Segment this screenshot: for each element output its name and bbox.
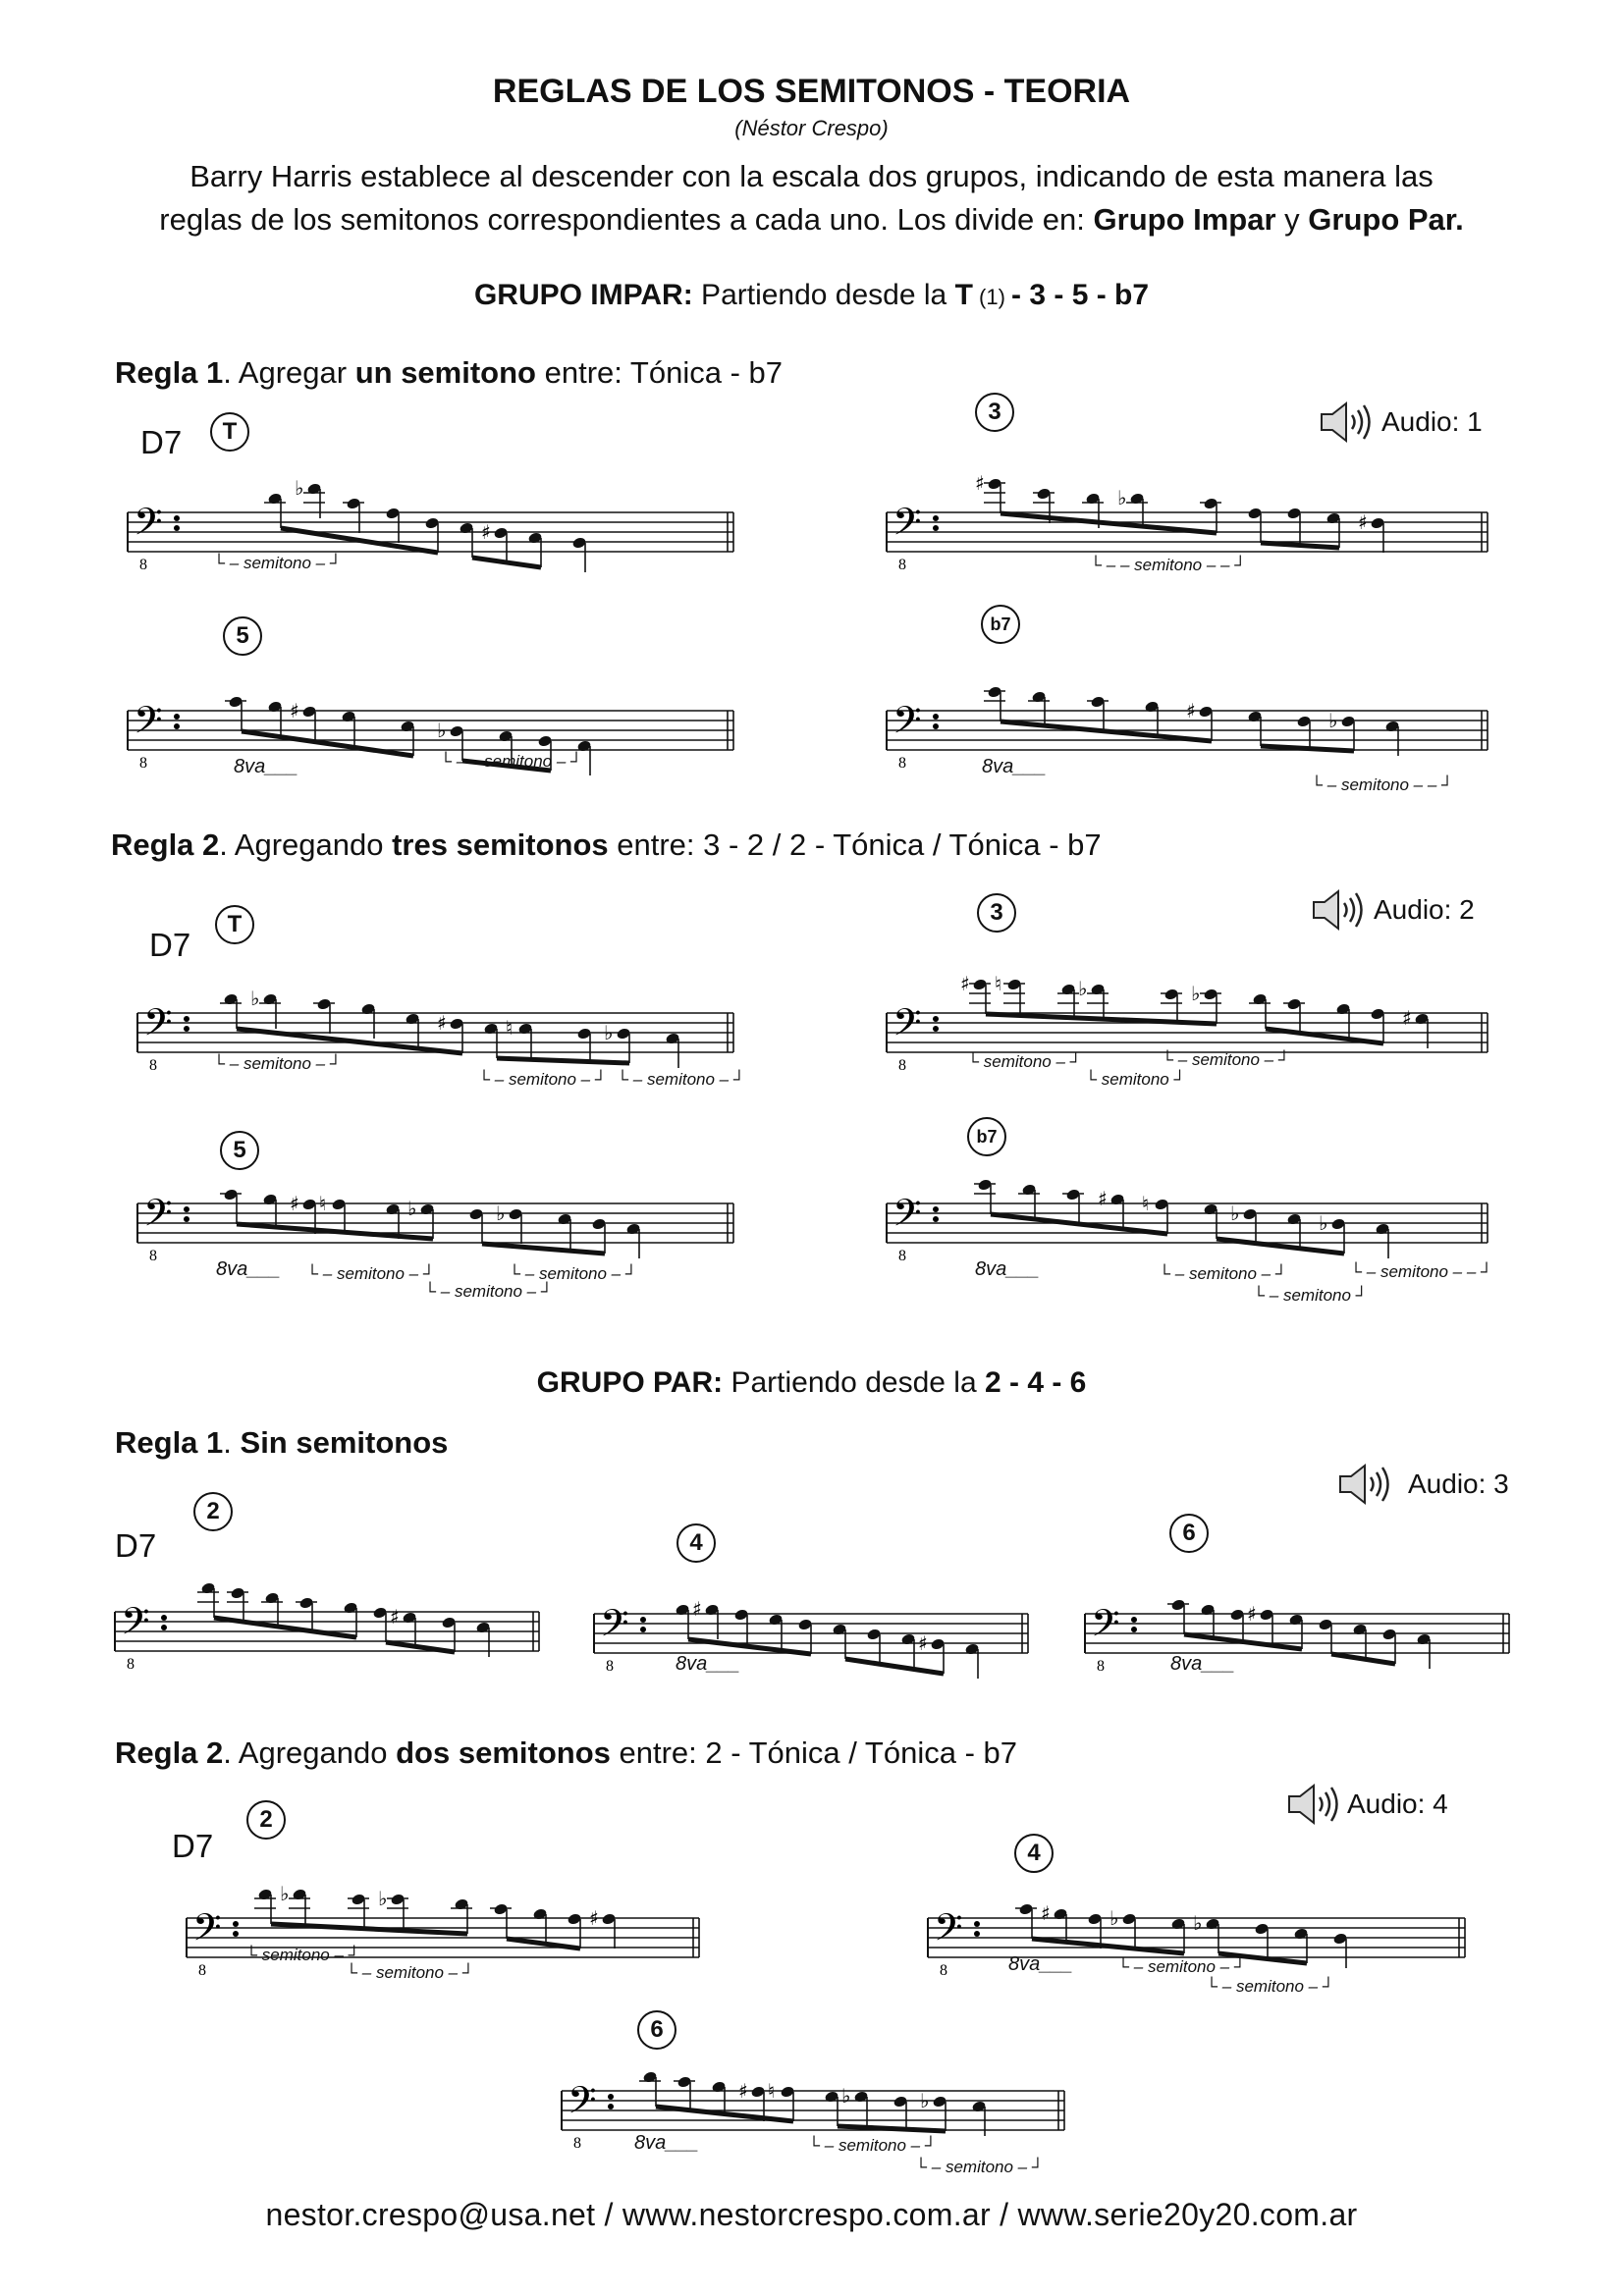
flat-icon: ♭ [437, 719, 447, 742]
par-regla1-prefix: Regla 1 [115, 1425, 224, 1460]
sharp-icon: ♯ [437, 1011, 447, 1035]
degree-3-badge: 3 [975, 393, 1014, 432]
clef-dot [1131, 1627, 1137, 1632]
semitono-bracket: └ – semitono – ┘ [617, 1070, 745, 1089]
semitono-bracket: └ – semitono – ┘ [213, 1054, 342, 1073]
audio-label: Audio: 2 [1374, 894, 1475, 925]
clef-octave-mark: 8 [898, 557, 906, 573]
clef-dot [184, 1216, 189, 1222]
semitono-bracket: └ – semitono – ┘ [478, 1070, 607, 1089]
bass-clef-icon: 𝄢 [121, 1599, 150, 1652]
intro-y: y [1275, 202, 1309, 237]
music-staff [137, 1162, 741, 1270]
natural-icon: ♮ [995, 972, 1002, 995]
semitono-bracket: └ – semitono – ┘ [1159, 1264, 1287, 1283]
semitono-label: semitono [454, 1282, 522, 1301]
note-beam [1032, 1939, 1184, 1953]
ottava-marking: 8va___ [676, 1653, 740, 1675]
sharp-icon: ♯ [290, 699, 299, 722]
clef-octave-mark: 8 [149, 1248, 157, 1264]
clef-dot [184, 1026, 189, 1032]
audio-3-button[interactable] [1337, 1463, 1509, 1511]
semitono-label: semitono [243, 554, 311, 572]
flat-icon: ♭ [496, 1201, 506, 1225]
note-beam [845, 1659, 944, 1674]
sharp-icon: ♯ [960, 972, 970, 995]
ottava-marking: 8va___ [1008, 1953, 1073, 1975]
degree-6-badge: 6 [637, 2010, 676, 2050]
sharp-icon: ♯ [918, 1631, 928, 1655]
intro-line-2: reglas de los semitonos correspondientes a cada uno. Los divide en: [159, 202, 1094, 237]
impar-regla2-tail: entre: 3 - 2 / 2 - Tónica / Tónica - b7 [608, 828, 1102, 862]
intro-paragraph [0, 155, 1623, 241]
grupo-impar-one: (1) [972, 285, 1012, 309]
clef-dot [933, 1206, 939, 1212]
degree-5-badge: 5 [223, 616, 262, 656]
semitono-label: semitono [1147, 1957, 1216, 1976]
chord-symbol: D7 [140, 424, 183, 460]
grupo-par-term: Grupo Par. [1308, 202, 1464, 237]
clef-octave-mark: 8 [198, 1962, 206, 1979]
note-beam [237, 1224, 433, 1239]
flat-icon: ♭ [1117, 486, 1127, 509]
degree-b7-badge: b7 [967, 1117, 1006, 1156]
chord-symbol: D7 [172, 1828, 214, 1864]
bass-clef-icon: 𝄢 [893, 698, 922, 751]
sharp-icon: ♯ [1186, 699, 1196, 722]
semitono-bracket: └ – semitono – ┘ [346, 1963, 474, 1982]
sharp-icon: ♯ [1041, 1901, 1051, 1925]
clef-dot [184, 1206, 189, 1212]
semitono-label: semitono [243, 1054, 311, 1073]
semitono-label: semitono [1188, 1264, 1257, 1283]
degree-4-badge: 4 [676, 1523, 716, 1563]
degree-tonic-badge: T [215, 905, 254, 944]
note-beam [688, 1639, 811, 1654]
par-regla1-heading [115, 1425, 448, 1461]
semitono-bracket: └ – semitono – ┘ [306, 1264, 435, 1283]
flat-icon: ♭ [1319, 1211, 1328, 1235]
flat-icon: ♭ [604, 1021, 614, 1044]
semitono-bracket: └ semitono – ┘ [967, 1052, 1082, 1071]
clef-dot [1131, 1617, 1137, 1623]
impar-regla2-heading [111, 828, 1102, 863]
note-beam [1266, 1029, 1383, 1043]
bass-clef-icon: 𝄢 [1091, 1601, 1120, 1654]
natural-icon: ♮ [506, 1016, 514, 1040]
sharp-icon: ♯ [481, 520, 491, 544]
semitono-label: semitono [983, 1052, 1052, 1071]
par-regla2-heading [115, 1735, 1017, 1771]
speaker-icon [1337, 1463, 1396, 1506]
degree-tonic-badge: T [210, 412, 249, 452]
note-beam [1217, 1239, 1344, 1254]
natural-icon: ♮ [319, 1192, 327, 1215]
semitono-bracket: └ – – semitono – – ┘ [1090, 556, 1247, 574]
bass-clef-icon: 𝄢 [134, 500, 163, 553]
par-regla1-bold: Sin semitonos [240, 1425, 449, 1460]
ottava-label: 8va [234, 756, 266, 777]
semitono-label: semitono [1340, 775, 1409, 794]
bass-clef-icon: 𝄢 [934, 1905, 963, 1958]
semitono-label: semitono [375, 1963, 444, 1982]
chord-symbol: D7 [149, 927, 191, 963]
sharp-icon: ♯ [390, 1605, 400, 1629]
bass-clef-icon: 𝄢 [893, 1000, 922, 1053]
semitono-label: semitono [538, 1264, 607, 1283]
degree-2-badge: 2 [193, 1492, 233, 1531]
semitono-label: semitono [261, 1946, 330, 1964]
semitono-label: semitono [1282, 1286, 1351, 1305]
clef-dot [640, 1617, 646, 1623]
semitono-bracket: └ – semitono – ┘ [424, 1282, 553, 1301]
speaker-icon [1286, 1783, 1345, 1826]
degree-5-badge: 5 [220, 1131, 259, 1170]
sharp-icon: ♯ [1247, 1602, 1257, 1626]
clef-dot [933, 1216, 939, 1222]
semitono-label: semitono [508, 1070, 576, 1089]
flat-icon: ♭ [1328, 709, 1338, 732]
clef-dot [640, 1627, 646, 1632]
sharp-icon: ♯ [692, 1597, 702, 1621]
semitono-label: semitono [1134, 556, 1203, 574]
clef-dot [933, 1016, 939, 1022]
music-staff [887, 669, 1495, 777]
impar-regla2-mid: . Agregando [219, 828, 393, 862]
semitono-label: semitono [838, 2136, 906, 2155]
bass-clef-icon: 𝄢 [134, 698, 163, 751]
clef-octave-mark: 8 [606, 1658, 614, 1675]
clef-dot [184, 1016, 189, 1022]
music-staff [594, 1573, 1036, 1675]
note-beam [497, 1058, 629, 1063]
audio-label: Audio: 1 [1381, 406, 1483, 437]
chord-symbol: D7 [115, 1527, 157, 1564]
clef-octave-mark: 8 [573, 2135, 581, 2152]
semitono-label: semitono [1235, 1977, 1304, 1996]
audio-1-button[interactable] [1319, 400, 1483, 449]
bass-clef-icon: 𝄢 [893, 500, 922, 553]
flat-icon: ♭ [295, 476, 304, 500]
audio-label: Audio: 3 [1408, 1468, 1509, 1499]
ottava-marking: 8va___ [1170, 1653, 1235, 1675]
degree-b7-badge: b7 [981, 605, 1020, 644]
note-beam [1261, 543, 1339, 548]
clef-dot [974, 1931, 980, 1937]
clef-dot [233, 1921, 239, 1927]
flat-icon: ♭ [1078, 977, 1088, 1000]
ottava-marking: 8va___ [216, 1258, 281, 1280]
impar-regla1-mid: . Agregar [223, 355, 355, 390]
natural-icon: ♮ [768, 2079, 776, 2103]
note-beam [482, 1244, 605, 1254]
bass-clef-icon: 𝄢 [192, 1905, 222, 1958]
note-beam [1001, 513, 1217, 533]
ottava-label: 8va [975, 1258, 1007, 1280]
clef-octave-mark: 8 [139, 557, 147, 573]
semitono-label: semitono [1191, 1050, 1260, 1069]
clef-dot [933, 714, 939, 720]
ottava-label: 8va [634, 2132, 667, 2154]
author: (Néstor Crespo) [734, 116, 889, 140]
clef-octave-mark: 8 [940, 1962, 947, 1979]
flat-icon: ♭ [407, 1197, 417, 1220]
grupo-impar-t: T [954, 279, 973, 311]
semitono-bracket: └ – semitono – ┘ [1162, 1050, 1290, 1069]
grupo-impar-label: GRUPO IMPAR: [473, 279, 693, 311]
clef-dot [933, 525, 939, 531]
ottava-label: 8va [982, 756, 1014, 777]
semitono-bracket: └ – semitono ┘ [1253, 1286, 1368, 1305]
clef-octave-mark: 8 [898, 1248, 906, 1264]
ottava-marking: 8va___ [982, 756, 1047, 777]
semitono-bracket: └ semitono ┘ [1085, 1070, 1186, 1089]
clef-dot [174, 515, 180, 521]
impar-regla1-prefix: Regla 1 [115, 355, 224, 390]
clef-dot [974, 1921, 980, 1927]
flat-icon: ♭ [250, 987, 260, 1010]
bass-clef-icon: 𝄢 [600, 1601, 629, 1654]
bass-clef-icon: 𝄢 [143, 1000, 173, 1053]
impar-regla1-bold: un semitono [354, 355, 536, 390]
semitono-bracket: └ – semitono – – ┘ [1311, 775, 1454, 794]
par-regla2-mid: . Agregando [223, 1735, 397, 1770]
clef-dot [161, 1625, 167, 1630]
intro-line-1: Barry Harris establece al descender con la escala dos grupos, indicando de esta manera las [189, 159, 1434, 193]
sharp-icon: ♯ [1358, 510, 1368, 534]
sharp-icon: ♯ [975, 471, 985, 495]
bass-clef-icon: 𝄢 [893, 1191, 922, 1244]
clef-dot [174, 723, 180, 729]
impar-regla2-bold: tres semitonos [392, 828, 609, 862]
clef-dot [174, 525, 180, 531]
clef-dot [233, 1931, 239, 1937]
ottava-marking: 8va___ [234, 756, 298, 777]
flat-icon: ♭ [1193, 1911, 1203, 1935]
flat-icon: ♭ [920, 2089, 930, 2112]
music-staff [887, 1162, 1495, 1270]
semitono-label: semitono [484, 752, 553, 771]
semitono-bracket: └ semitono – ┘ [245, 1946, 360, 1964]
semitono-label: semitono [646, 1070, 715, 1089]
clef-octave-mark: 8 [898, 1057, 906, 1074]
grupo-impar-text: Partiendo desde la [692, 279, 955, 311]
grupo-par-degrees: 2 - 4 - 6 [984, 1366, 1087, 1399]
audio-4-button[interactable] [1286, 1783, 1448, 1831]
grupo-par-label: GRUPO PAR: [536, 1366, 724, 1399]
semitono-label: semitono [1101, 1070, 1169, 1089]
par-regla2-bold: dos semitonos [396, 1735, 611, 1770]
semitono-bracket: └ – – semitono – ┘ [440, 752, 583, 771]
flat-icon: ♭ [378, 1887, 388, 1910]
footer-links: nestor.crespo@usa.net / www.nestorcrespo.com.ar / www.serie20y20.com.ar [265, 2197, 1358, 2232]
degree-2-badge: 2 [246, 1800, 286, 1840]
semitono-bracket: └ – semitono – ┘ [213, 554, 342, 572]
note-beam [242, 731, 413, 756]
semitono-bracket: └ – semitono – ┘ [1206, 1977, 1334, 1996]
par-regla1-dot: . [223, 1425, 241, 1460]
semitono-bracket: └ – semitono – ┘ [1117, 1957, 1246, 1976]
ottava-label: 8va [1170, 1653, 1203, 1675]
sharp-icon: ♯ [290, 1192, 299, 1215]
speaker-icon [1319, 400, 1378, 444]
degree-3-badge: 3 [977, 893, 1016, 933]
clef-octave-mark: 8 [149, 1057, 157, 1074]
clef-dot [174, 714, 180, 720]
clef-octave-mark: 8 [1097, 1658, 1105, 1675]
audio-label: Audio: 4 [1347, 1789, 1448, 1819]
clef-dot [608, 2104, 614, 2109]
flat-icon: ♭ [1191, 982, 1201, 1005]
music-staff [128, 669, 741, 777]
ottava-label: 8va [216, 1258, 248, 1280]
ottava-marking: 8va___ [975, 1258, 1040, 1280]
degree-6-badge: 6 [1169, 1514, 1209, 1553]
flat-icon: ♭ [1230, 1201, 1240, 1225]
ottava-label: 8va [676, 1653, 708, 1675]
impar-regla1-tail: entre: Tónica - b7 [535, 355, 783, 390]
sharp-icon: ♯ [1402, 1006, 1412, 1030]
grupo-par-text: Partiendo desde la [723, 1366, 985, 1399]
bass-clef-icon: 𝄢 [143, 1191, 173, 1244]
degree-4-badge: 4 [1014, 1834, 1054, 1873]
grupo-impar-term: Grupo Impar [1093, 202, 1276, 237]
page-title: REGLAS DE LOS SEMITONOS - TEORIA [492, 73, 1131, 110]
natural-icon: ♮ [1142, 1192, 1150, 1215]
flat-icon: ♭ [280, 1882, 290, 1905]
clef-octave-mark: 8 [898, 755, 906, 772]
music-staff [115, 1571, 547, 1673]
semitono-label: semitono [945, 2158, 1013, 2176]
bass-clef-icon: 𝄢 [568, 2078, 597, 2131]
clef-dot [933, 1026, 939, 1032]
note-beam [214, 1618, 356, 1637]
clef-dot [161, 1615, 167, 1621]
semitono-bracket: └ – semitono – – ┘ [1350, 1262, 1493, 1281]
sharp-icon: ♯ [1098, 1187, 1108, 1210]
speaker-icon [1311, 888, 1370, 932]
flat-icon: ♭ [841, 2084, 851, 2108]
par-regla2-prefix: Regla 2 [115, 1735, 224, 1770]
semitono-label: semitono [336, 1264, 405, 1283]
flat-icon: ♭ [1109, 1906, 1119, 1930]
impar-regla1-heading [115, 355, 783, 391]
audio-2-button[interactable] [1311, 888, 1475, 936]
note-beam [271, 1924, 467, 1934]
grupo-impar-degrees: - 3 - 5 - b7 [1011, 279, 1150, 311]
semitono-label: semitono [1380, 1262, 1448, 1281]
clef-dot [933, 515, 939, 521]
grupo-impar-heading [0, 279, 1623, 312]
sharp-icon: ♯ [738, 2079, 748, 2103]
impar-regla2-prefix: Regla 2 [111, 828, 220, 862]
clef-octave-mark: 8 [127, 1656, 135, 1673]
par-regla2-tail: entre: 2 - Tónica / Tónica - b7 [610, 1735, 1018, 1770]
note-beam [1001, 721, 1212, 741]
clef-octave-mark: 8 [139, 755, 147, 772]
ottava-label: 8va [1008, 1953, 1041, 1975]
semitono-bracket: └ – semitono – ┘ [915, 2158, 1044, 2176]
clef-dot [608, 2094, 614, 2100]
semitono-bracket: └ – semitono – ┘ [509, 1264, 637, 1283]
clef-dot [933, 723, 939, 729]
sharp-icon: ♯ [589, 1906, 599, 1930]
ottava-marking: 8va___ [634, 2132, 699, 2154]
note-beam [1331, 1654, 1395, 1664]
grupo-par-heading [0, 1366, 1623, 1400]
music-staff [1085, 1573, 1517, 1675]
semitono-bracket: └ – semitono – ┘ [808, 2136, 937, 2155]
